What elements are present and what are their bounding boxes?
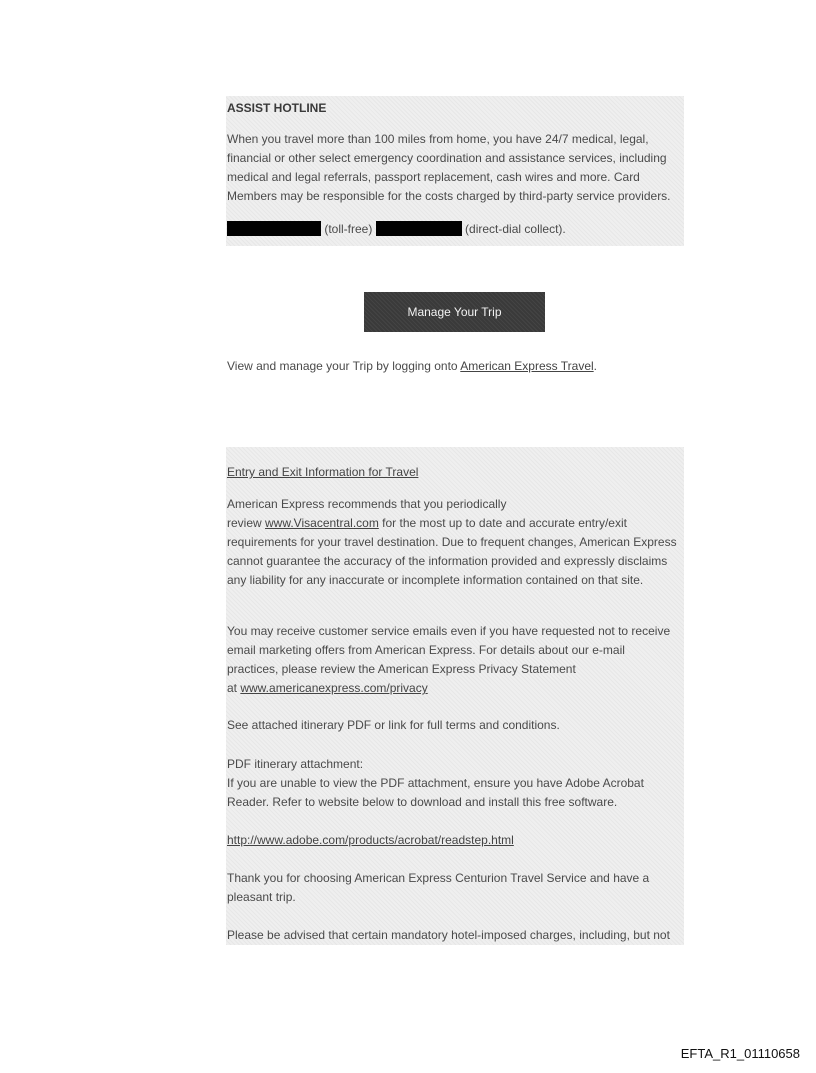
pdf-attachment-body: If you are unable to view the PDF attachment, ensure you have Adobe Acrobat Reader. Refer to website below to download and install this free software. <box>227 776 644 809</box>
terms-paragraph: See attached itinerary PDF or link for full terms and conditions. <box>227 718 560 732</box>
entry-exit-review: review <box>227 516 266 530</box>
adobe-link-paragraph <box>227 831 687 850</box>
manage-your-trip-button[interactable]: Manage Your Trip <box>364 292 545 332</box>
email-notice-text: You may receive customer service emails even if you have requested not to receive email marketing offers from American Express. For details about our e-mail practices, please review the American Express Privacy Statement <box>227 624 671 676</box>
entry-exit-heading <box>227 463 687 482</box>
adobe-reader-link[interactable]: http://www.adobe.com/products/acrobat/readstep.html <box>227 833 514 847</box>
manage-trip-text-before: View and manage your Trip by logging onto <box>227 359 461 373</box>
email-notice-at: at <box>227 681 241 695</box>
email-notice-paragraph <box>227 622 679 698</box>
privacy-link[interactable]: www.americanexpress.com/privacy <box>240 681 428 695</box>
visacentral-link[interactable]: www.Visacentral.com <box>265 516 379 530</box>
document-id: EFTA_R1_01110658 <box>680 1046 800 1061</box>
hotel-charges-paragraph: Please be advised that certain mandatory hotel-imposed charges, including, but not <box>227 928 670 942</box>
direct-dial-label: (direct-dial collect). <box>465 222 566 236</box>
assist-hotline-phones <box>227 220 687 239</box>
manage-trip-text-after: . <box>593 359 598 373</box>
manage-trip-text <box>227 357 687 376</box>
tollfree-label: (toll-free) <box>324 222 373 236</box>
assist-hotline-heading: ASSIST HOTLINE <box>227 101 327 115</box>
redacted-direct-number <box>376 221 462 236</box>
entry-exit-info-link[interactable]: Entry and Exit Information for Travel <box>227 465 419 479</box>
entry-exit-rest: for the most up to date and accurate entry/exit requirements for your travel destination. Due to frequent changes, American Express cannot guarantee the accuracy of the information provided and expressly disclaims any liability for any inaccurate or incomplete information contained on that site. <box>227 516 677 587</box>
pdf-attachment-title: PDF itinerary attachment: <box>227 757 364 771</box>
thank-you-paragraph: Thank you for choosing American Express Centurion Travel Service and have a pleasant trip. <box>227 871 650 904</box>
american-express-travel-link[interactable]: American Express Travel <box>460 359 594 373</box>
assist-hotline-body: When you travel more than 100 miles from home, you have 24/7 medical, legal, financial or other select emergency coordination and assistance services, including medical and legal referrals, passport replacement, cash wires and more. Card Members may be responsible for the costs charged by third-party service providers. <box>227 132 671 203</box>
redacted-tollfree-number <box>227 221 321 236</box>
entry-exit-line1: American Express recommends that you periodically <box>227 497 507 511</box>
entry-exit-paragraph <box>227 495 687 590</box>
pdf-attachment-paragraph <box>227 755 667 812</box>
